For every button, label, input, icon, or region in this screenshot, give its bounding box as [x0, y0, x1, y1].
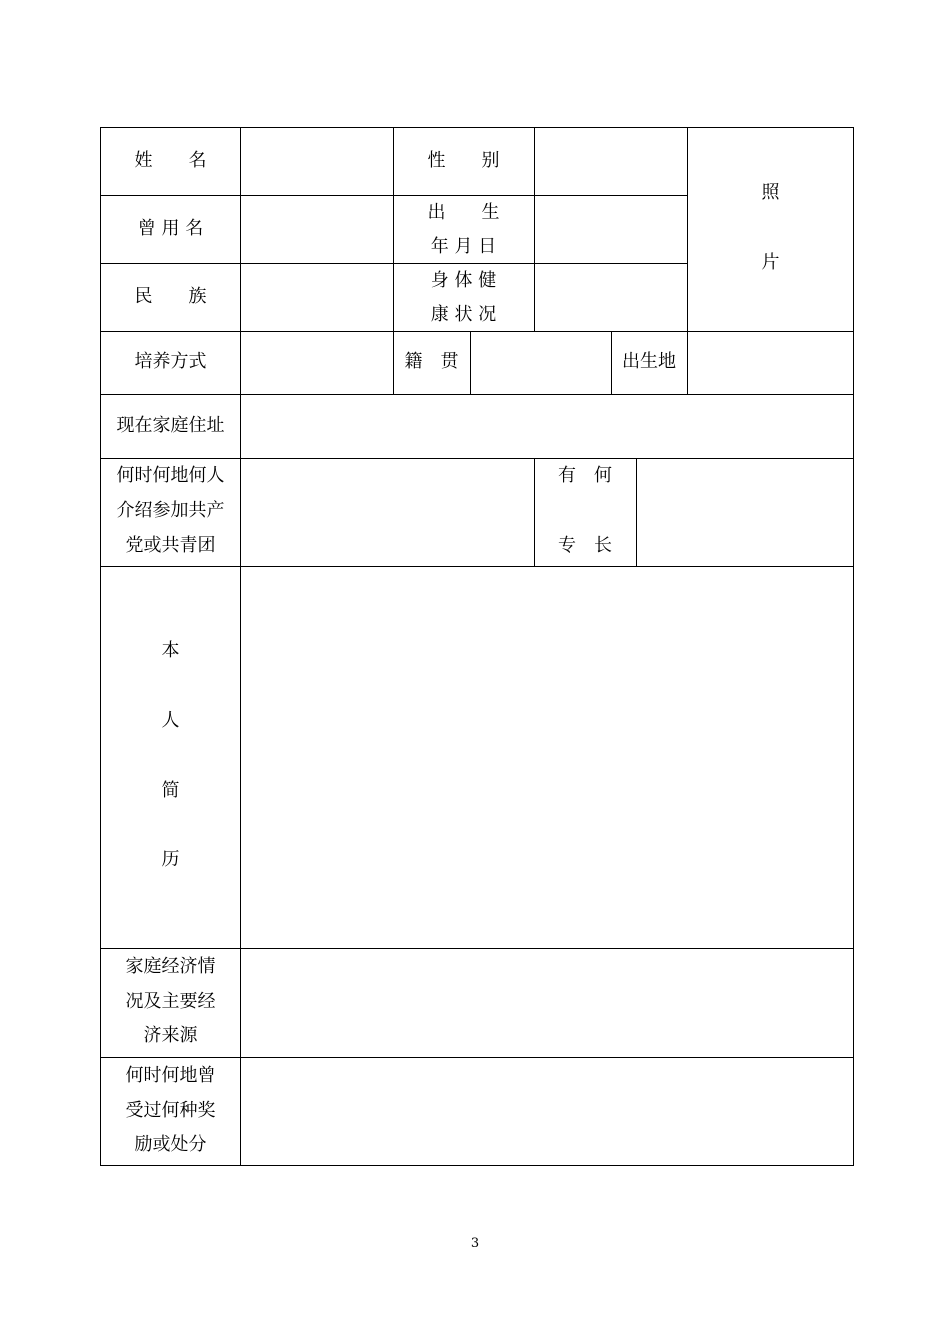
health-label-1: 身 体 健 [430, 270, 497, 291]
training-field[interactable] [241, 332, 393, 394]
address-label: 现在家庭住址 [116, 415, 225, 436]
ethnicity-field[interactable] [241, 264, 393, 331]
specialty-label-2: 专 长 [558, 535, 612, 556]
rewards-label-2: 受过何种奖 [125, 1100, 216, 1121]
introducer-label-2: 介绍参加共产 [116, 500, 225, 521]
health-label-2: 康 状 况 [430, 304, 497, 325]
training-label: 培养方式 [134, 351, 207, 372]
rewards-field[interactable] [241, 1058, 853, 1165]
birthplace-label: 出生地 [622, 351, 676, 372]
specialty-field[interactable] [637, 459, 853, 566]
native-place-label: 籍 贯 [404, 351, 459, 372]
gender-field[interactable] [535, 128, 687, 195]
birth-date-field[interactable] [535, 196, 687, 263]
economy-field[interactable] [241, 949, 853, 1057]
address-field[interactable] [241, 395, 853, 458]
photo-label-1: 照 [761, 182, 780, 203]
rewards-label-3: 励或处分 [134, 1134, 207, 1155]
former-name-label: 曾 用 名 [137, 218, 204, 239]
resume-field[interactable] [241, 567, 853, 948]
birthplace-field[interactable] [688, 332, 853, 394]
gender-label: 性 别 [427, 150, 500, 171]
economy-label-2: 况及主要经 [125, 991, 216, 1012]
page-number: 3 [470, 1236, 480, 1251]
former-name-field[interactable] [241, 196, 393, 263]
resume-label-4: 历 [161, 849, 180, 870]
rewards-label-1: 何时何地曾 [125, 1065, 216, 1086]
resume-label-3: 简 [161, 780, 180, 801]
birth-label-2: 年 月 日 [430, 236, 497, 257]
introducer-label-1: 何时何地何人 [116, 465, 225, 486]
economy-label-3: 济来源 [143, 1025, 198, 1046]
specialty-label-1: 有 何 [558, 465, 612, 486]
name-field[interactable] [241, 128, 393, 195]
photo-label-2: 片 [761, 252, 780, 273]
name-label: 姓 名 [134, 150, 207, 171]
economy-label-1: 家庭经济情 [125, 956, 216, 977]
ethnicity-label: 民 族 [134, 286, 207, 307]
photo-box[interactable] [688, 128, 853, 331]
introducer-field[interactable] [241, 459, 534, 566]
native-place-field[interactable] [471, 332, 611, 394]
health-field[interactable] [535, 264, 687, 331]
birth-label-1: 出 生 [427, 202, 500, 223]
introducer-label-3: 党或共青团 [125, 535, 216, 556]
resume-label-2: 人 [161, 710, 180, 731]
resume-label-1: 本 [161, 640, 180, 661]
